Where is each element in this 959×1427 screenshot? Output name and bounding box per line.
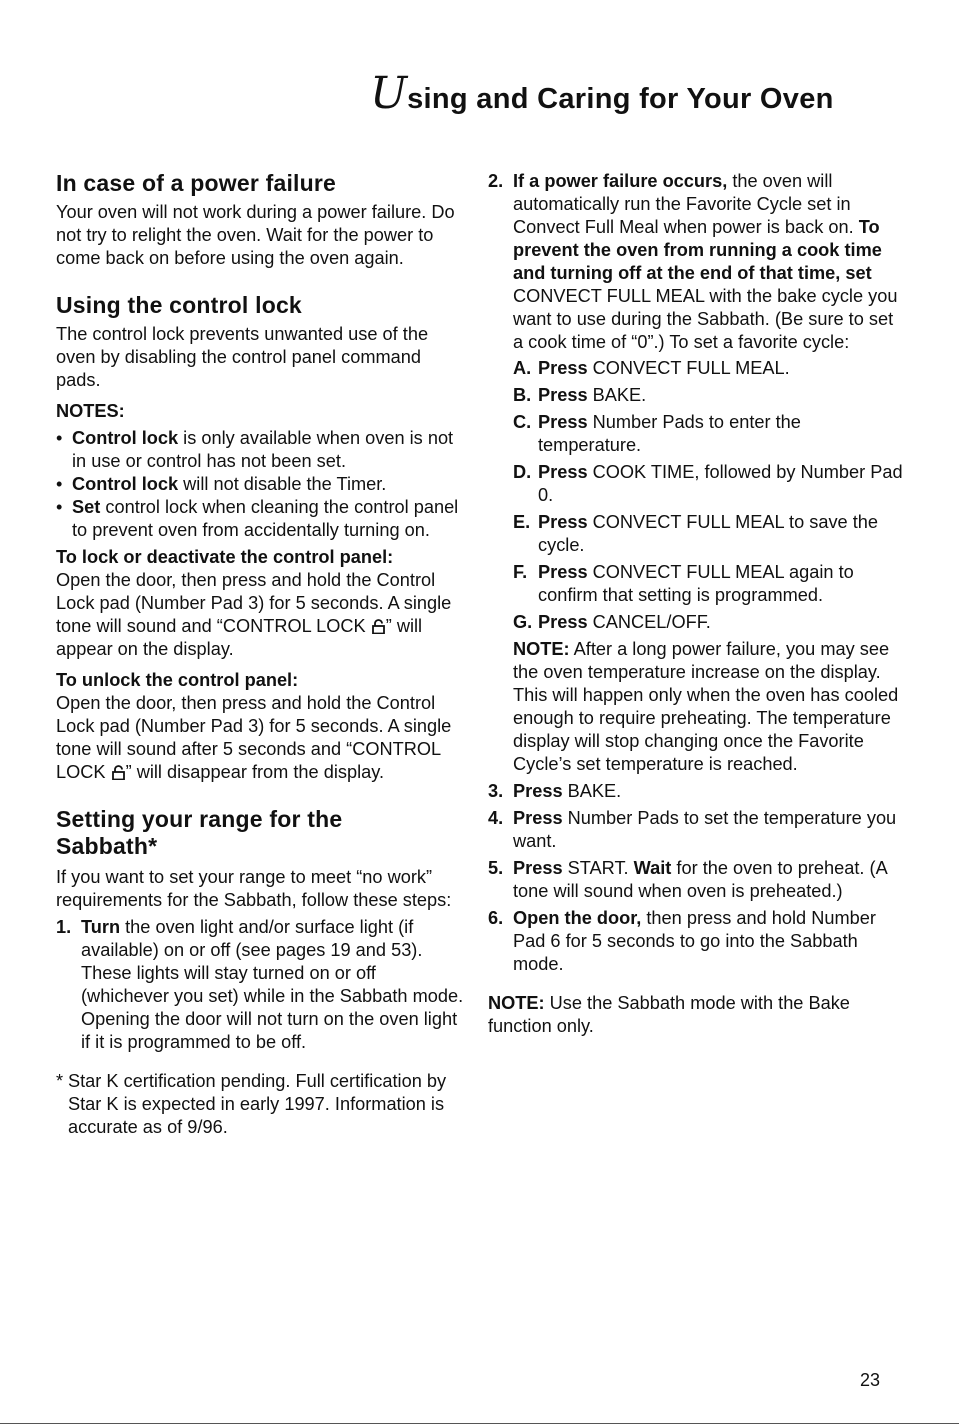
power-failure-heading: In case of a power failure [56,170,337,196]
substep-letter: F. [513,562,528,582]
step-number: 1. [56,917,72,937]
sabbath-heading: Setting your range for the Sabbath* [56,806,343,859]
final-note [488,992,903,1038]
note-text: After a long power failure, you may see the oven temperature increase on the display. This will happen only when the oven has cooled enough to require preheating. The temperature display will stop changing once the Favorite Cycle’s set temperature is reached. [513,639,899,774]
left-column [56,170,466,1139]
substep-item [513,611,903,634]
substep-text: CONVECT FULL MEAL. [587,358,790,378]
sabbath-intro: If you want to set your range to meet “no work” requirements for the Sabbath, follow these steps: [56,867,452,910]
sabbath-section [56,806,466,1139]
lock-heading: To lock or deactivate the control panel: [56,547,394,567]
step-text: the oven will automatically run the Favorite Cycle set in Convect Full Meal when power is back on. [513,171,859,237]
note-lead: Control lock [72,474,179,494]
substep-text: COOK TIME, followed by Number Pad 0. [538,462,903,505]
note-lead: Set [72,497,101,517]
unlock-text-end: ” will disappear from the display. [125,762,385,782]
substep-lead: Press [538,562,588,582]
page-title [370,68,834,119]
step-item [56,916,466,1054]
substep-item [513,357,903,380]
note-item [56,496,466,542]
note-text: is only available when oven is not in use or control has not been set. [72,428,454,471]
substep-letter: G. [513,612,533,632]
power-failure-section [56,170,466,270]
substep-item [513,411,903,457]
step-lead: Open the door, [513,908,642,928]
note-text: Use the Sabbath mode with the Bake function only. [488,993,850,1036]
unlock-heading: To unlock the control panel: [56,670,299,690]
step-lead: Press [513,808,563,828]
substep-text: BAKE. [587,385,647,405]
footnote [56,1070,466,1139]
step-item [488,907,903,976]
note-text: control lock when cleaning the control panel to prevent oven from accidentally turning on. [72,497,459,540]
substep-lead: Press [538,462,588,482]
padlock-icon [112,765,125,780]
lock-text-end: ” will appear on the display. [56,616,423,659]
note-item [56,427,466,473]
note-lead: Control lock [72,428,179,448]
bottom-rule [0,1423,959,1424]
substep-letter: E. [513,512,531,532]
substep-lead: Press [538,385,588,405]
favorite-cycle-substeps [513,357,903,634]
page-number: 23 [860,1370,881,1390]
substep-lead: Press [538,612,588,632]
step-number: 2. [488,171,504,191]
step-text: then press and hold Number Pad 6 for 5 seconds to go into the Sabbath mode. [513,908,876,974]
step-item [488,780,903,803]
step-text: BAKE. [562,781,622,801]
notes-list [56,427,466,542]
step-lead: If a power failure occurs, [513,171,728,191]
step-emphasis: Wait [633,858,672,878]
step-emphasis: To prevent the oven from running a cook time and turning off at the end of that time, set [513,217,882,283]
step-item [488,857,903,903]
control-lock-intro: The control lock prevents unwanted use of the oven by disabling the control panel command pads. [56,324,429,390]
substep-item [513,561,903,607]
title-text: sing and Caring for Your Oven [407,83,834,115]
sabbath-steps-right [488,170,903,976]
substep-item [513,384,903,407]
step-text: the oven light and/or surface light (if available) on or off (see pages 19 and 53). These lights will stay turned on or off (whichever you set) while in the Sabbath mode. Opening the door will not turn on the oven light if it is programmed to be off. [81,917,464,1052]
step-number: 5. [488,858,504,878]
control-lock-section [56,292,466,784]
step-item [488,807,903,853]
note-label: NOTE: [488,993,545,1013]
step-text: CONVECT FULL MEAL with the bake cycle you want to use during the Sabbath. (Be sure to set a cook time of “0”.) To set a favorite cycle: [513,286,898,352]
unlock-text-start: Open the door, then press and hold the Control Lock pad (Number Pad 3) for 5 seconds. A single tone will sound after 5 seconds and “CONTROL LOCK [56,693,452,782]
substep-lead: Press [538,512,588,532]
unlock-instructions [56,692,466,784]
step-lead: Press [513,858,563,878]
step-text: Number Pads to set the temperature you want. [513,808,897,851]
substep-lead: Press [538,412,588,432]
substep-letter: D. [513,462,532,482]
footnote-text: Star K certification pending. Full certification by Star K is expected in early 1997. Information is accurate as of 9/96. [68,1071,447,1137]
note-label: NOTE: [513,639,570,659]
step-number: 4. [488,808,504,828]
note-item [56,473,466,496]
step-text: START. [562,858,634,878]
substep-item [513,461,903,507]
substep-item [513,511,903,557]
step-lead: Turn [81,917,121,937]
title-initial: U [370,68,408,119]
notes-label: NOTES: [56,401,125,421]
substep-lead: Press [538,358,588,378]
substep-letter: B. [513,385,532,405]
substep-letter: C. [513,412,532,432]
step-item [488,170,903,776]
padlock-icon [372,619,385,634]
step-number: 6. [488,908,504,928]
lock-text-start: Open the door, then press and hold the Control Lock pad (Number Pad 3) for 5 seconds. A single tone will sound and “CONTROL LOCK [56,570,452,636]
note-text: will not disable the Timer. [178,474,387,494]
step-lead: Press [513,781,563,801]
substep-text: CONVECT FULL MEAL to save the cycle. [538,512,878,555]
footnote-marker: * [56,1071,64,1091]
substep-text: CONVECT FULL MEAL again to confirm that setting is programmed. [538,562,854,605]
step-text: for the oven to preheat. (A tone will sound when oven is preheated.) [513,858,887,901]
sabbath-steps-left [56,916,466,1054]
step2-text [513,170,903,354]
power-failure-body: Your oven will not work during a power failure. Do not try to relight the oven. Wait for the power to come back on before using the oven again. [56,202,455,268]
substep-text: CANCEL/OFF. [587,612,711,632]
inner-note [513,638,903,776]
step-number: 3. [488,781,504,801]
control-lock-heading: Using the control lock [56,292,302,318]
substep-letter: A. [513,358,532,378]
lock-instructions [56,569,466,661]
right-column [488,170,903,1038]
substep-text: Number Pads to enter the temperature. [538,412,801,455]
